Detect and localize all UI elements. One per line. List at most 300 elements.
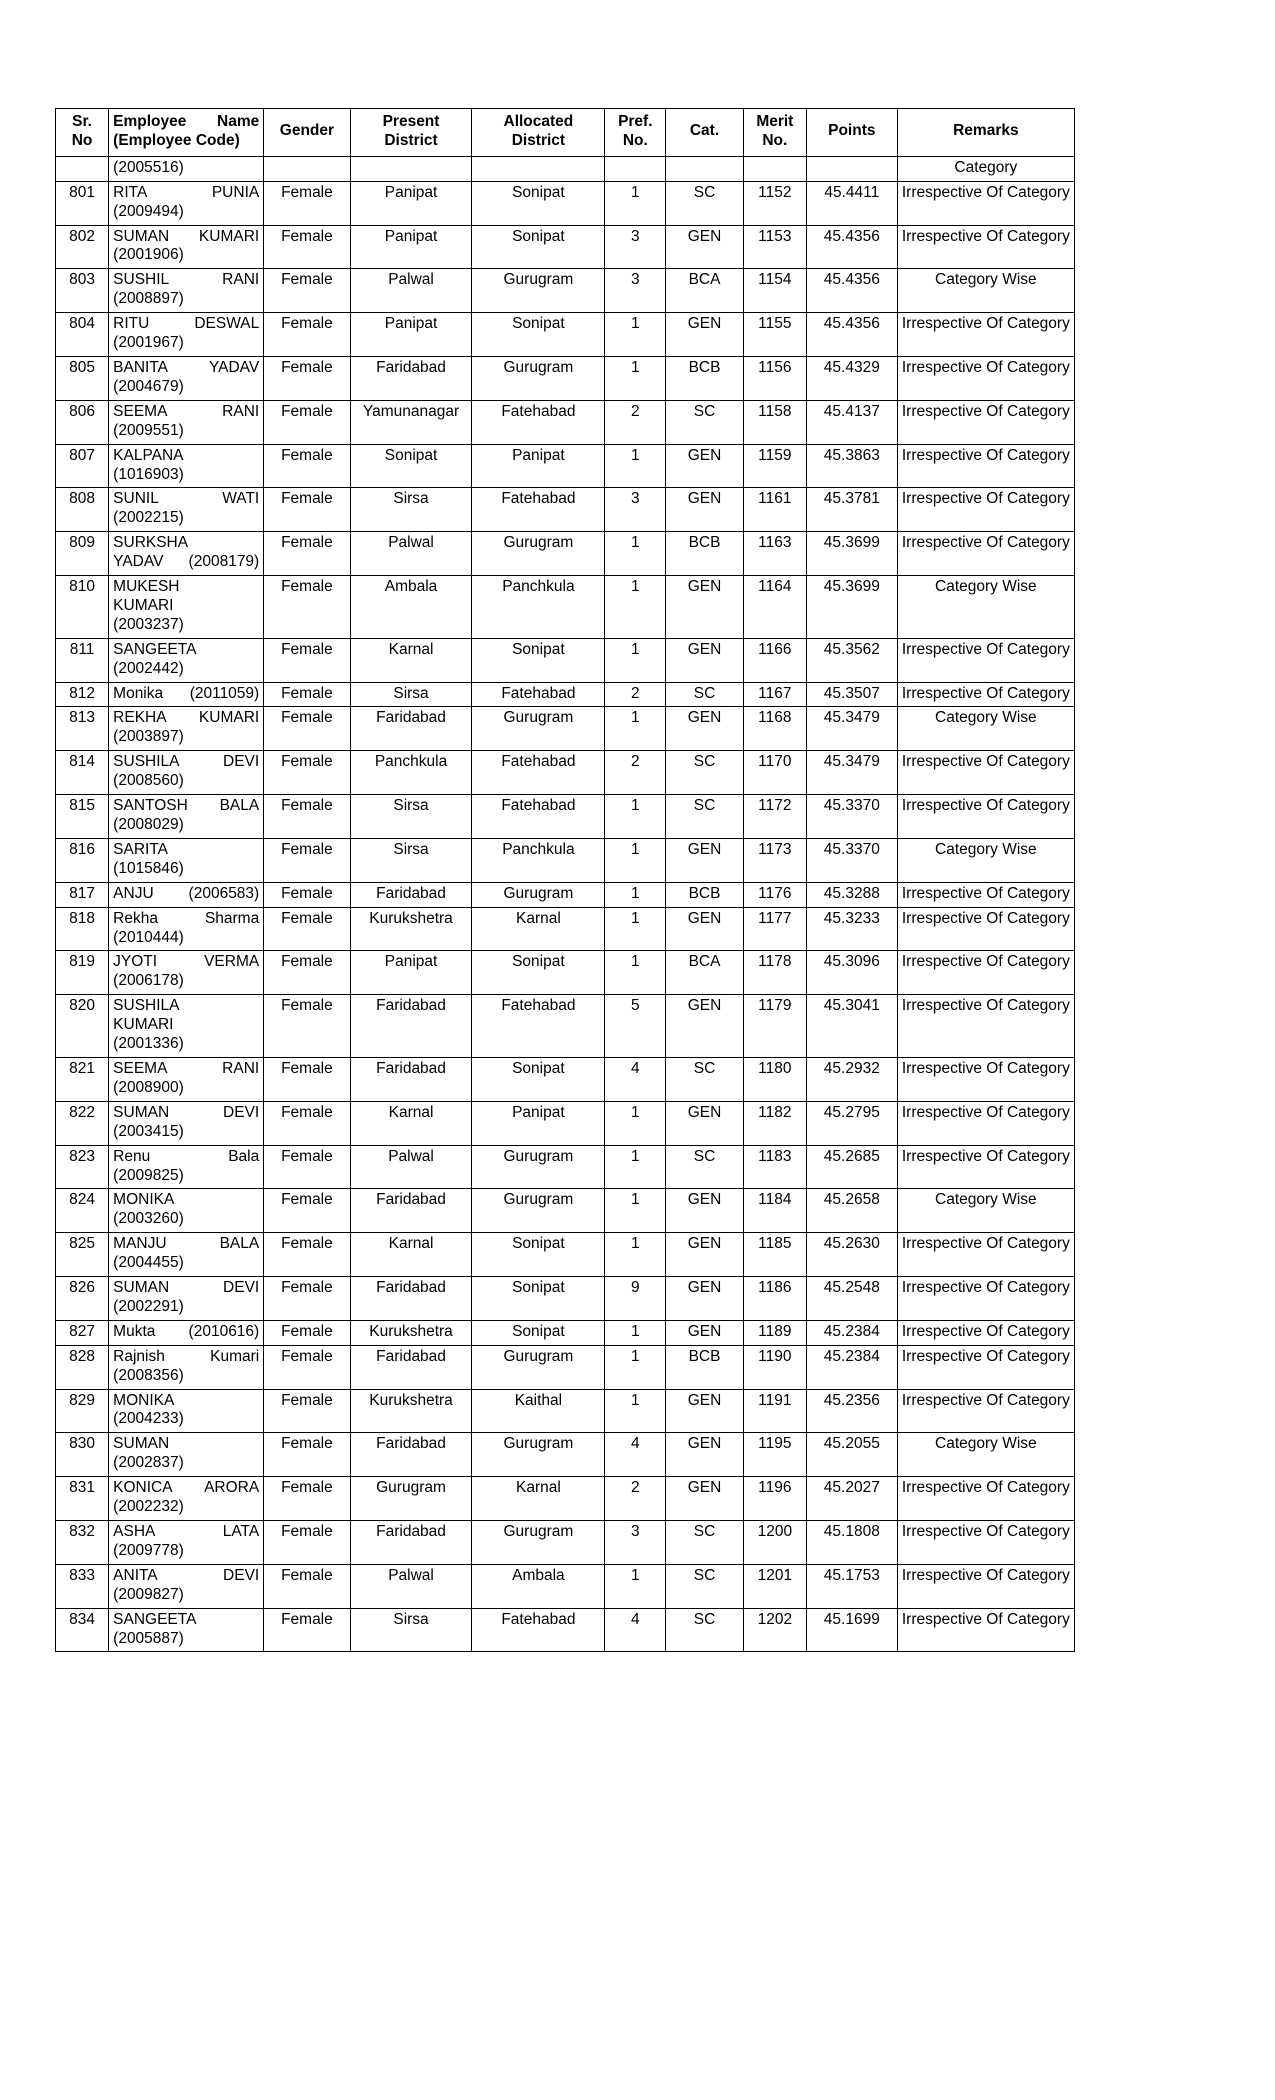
employee-name-line: MONIKA (113, 1391, 175, 1409)
cell-points: 45.2384 (806, 1345, 897, 1389)
employee-name-line: (2009551) (113, 421, 184, 439)
employee-name-line: KONICA ARORA (113, 1479, 260, 1497)
cell-category: BCB (666, 882, 744, 907)
employee-name-line: (2008029) (113, 816, 184, 833)
cell-pref-no: 1 (605, 181, 666, 225)
table-row (56, 638, 1075, 682)
cell-employee-name (109, 356, 264, 400)
header-line: Merit (756, 113, 794, 130)
column-header-present-district (350, 109, 472, 157)
cell-remarks: Irrespective Of Category (897, 400, 1074, 444)
cell-allocated-district: Sonipat (472, 1277, 605, 1321)
cell-merit-no: 1184 (743, 1189, 806, 1233)
cell-sr-no: 826 (56, 1277, 109, 1321)
employee-name-line: (2005887) (113, 1629, 184, 1647)
employee-name-line: Mukta (2010616) (113, 1322, 260, 1340)
cell-employee-name (109, 1608, 264, 1652)
cell-gender: Female (264, 907, 350, 951)
cell-merit-no: 1182 (743, 1101, 806, 1145)
cell-sr-no: 810 (56, 576, 109, 639)
table-row (56, 882, 1075, 907)
cell-remarks: Irrespective Of Category (897, 313, 1074, 357)
header-line: No (71, 131, 93, 149)
cell-category: GEN (666, 1233, 744, 1277)
header-line: District (384, 131, 438, 149)
cell-allocated-district: Fatehabad (472, 995, 605, 1058)
cell-sr-no: 811 (56, 638, 109, 682)
cell-gender: Female (264, 1564, 350, 1608)
cell-allocated-district: Sonipat (472, 951, 605, 995)
cell-employee-name (109, 795, 264, 839)
cell-merit-no: 1163 (743, 532, 806, 576)
cell-employee-name (109, 638, 264, 682)
employee-name-line: MANJU BALA (113, 1235, 260, 1253)
cell-category: GEN (666, 576, 744, 639)
table-row (56, 356, 1075, 400)
employee-name-line: KUMARI (113, 596, 174, 614)
cell-category: GEN (666, 313, 744, 357)
cell-allocated-district: Karnal (472, 1477, 605, 1521)
employee-name-line: (2001906) (113, 246, 184, 264)
cell-employee-name (109, 1057, 264, 1101)
table-row (56, 1345, 1075, 1389)
cell-allocated-district: Gurugram (472, 882, 605, 907)
cell-pref-no: 1 (605, 1320, 666, 1345)
cell-remarks: Irrespective Of Category (897, 907, 1074, 951)
cell-employee-name (109, 269, 264, 313)
cell-merit-no: 1177 (743, 907, 806, 951)
cell-category: SC (666, 400, 744, 444)
employee-name-line: (2002442) (113, 659, 184, 677)
cell-allocated-district: Kaithal (472, 1389, 605, 1433)
cell-pref-no: 1 (605, 532, 666, 576)
employee-name-line: SANGEETA (113, 1610, 197, 1628)
cell-remarks: Irrespective Of Category (897, 1057, 1074, 1101)
cell-employee-name (109, 1233, 264, 1277)
cell-employee-name (109, 751, 264, 795)
cell-pref-no (605, 156, 666, 181)
cell-category: GEN (666, 638, 744, 682)
cell-merit-no: 1158 (743, 400, 806, 444)
cell-gender: Female (264, 1057, 350, 1101)
cell-gender (264, 156, 350, 181)
cell-remarks: Irrespective Of Category (897, 951, 1074, 995)
cell-merit-no: 1179 (743, 995, 806, 1058)
cell-points: 45.3507 (806, 682, 897, 707)
cell-pref-no: 2 (605, 1477, 666, 1521)
cell-sr-no: 820 (56, 995, 109, 1058)
cell-points: 45.2630 (806, 1233, 897, 1277)
employee-name-line: Renu Bala (113, 1147, 260, 1165)
employee-name-line: (2003415) (113, 1122, 184, 1140)
table-row (56, 1145, 1075, 1189)
cell-sr-no: 801 (56, 181, 109, 225)
cell-pref-no: 1 (605, 1101, 666, 1145)
employee-name-line: (2008900) (113, 1078, 184, 1096)
cell-remarks: Irrespective Of Category (897, 1477, 1074, 1521)
cell-remarks: Irrespective Of Category (897, 1608, 1074, 1652)
cell-remarks: Irrespective Of Category (897, 882, 1074, 907)
cell-present-district: Palwal (350, 532, 472, 576)
cell-present-district (350, 156, 472, 181)
cell-allocated-district: Gurugram (472, 532, 605, 576)
table-row (56, 1057, 1075, 1101)
cell-category: GEN (666, 907, 744, 951)
cell-employee-name (109, 532, 264, 576)
header-line: District (511, 131, 566, 149)
cell-points: 45.3370 (806, 795, 897, 839)
cell-pref-no: 1 (605, 1389, 666, 1433)
cell-present-district: Palwal (350, 269, 472, 313)
cell-allocated-district: Fatehabad (472, 682, 605, 707)
cell-pref-no: 3 (605, 225, 666, 269)
cell-gender: Female (264, 682, 350, 707)
cell-points: 45.3781 (806, 488, 897, 532)
cell-category: GEN (666, 1277, 744, 1321)
cell-merit-no: 1153 (743, 225, 806, 269)
cell-category: SC (666, 1057, 744, 1101)
cell-pref-no: 1 (605, 882, 666, 907)
employee-name-line: (1015846) (113, 859, 184, 877)
cell-gender: Female (264, 1277, 350, 1321)
cell-sr-no: 802 (56, 225, 109, 269)
cell-gender: Female (264, 444, 350, 488)
cell-merit-no: 1159 (743, 444, 806, 488)
cell-points: 45.1753 (806, 1564, 897, 1608)
table-header-row (56, 109, 1075, 157)
table-row (56, 225, 1075, 269)
cell-merit-no: 1186 (743, 1277, 806, 1321)
cell-present-district: Faridabad (350, 356, 472, 400)
cell-category: GEN (666, 225, 744, 269)
cell-allocated-district: Gurugram (472, 1345, 605, 1389)
cell-points: 45.3041 (806, 995, 897, 1058)
employee-name-line: (2004455) (113, 1254, 184, 1272)
employee-name-line: SUMAN KUMARI (113, 227, 260, 245)
cell-employee-name (109, 1101, 264, 1145)
table-row (56, 682, 1075, 707)
cell-points: 45.3479 (806, 707, 897, 751)
table-row (56, 1521, 1075, 1565)
employee-name-line: (2002291) (113, 1297, 184, 1315)
cell-pref-no: 1 (605, 1564, 666, 1608)
cell-present-district: Yamunanagar (350, 400, 472, 444)
cell-present-district: Panipat (350, 313, 472, 357)
employee-name-line: (2008897) (113, 290, 184, 308)
cell-present-district: Karnal (350, 1233, 472, 1277)
cell-category: BCA (666, 269, 744, 313)
cell-employee-name (109, 1477, 264, 1521)
cell-merit-no: 1161 (743, 488, 806, 532)
cell-allocated-district: Sonipat (472, 638, 605, 682)
cell-employee-name (109, 838, 264, 882)
cell-pref-no: 1 (605, 638, 666, 682)
cell-remarks: Irrespective Of Category (897, 1277, 1074, 1321)
cell-gender: Female (264, 1433, 350, 1477)
cell-category: GEN (666, 1189, 744, 1233)
employee-name-line: SURKSHA (113, 534, 189, 552)
cell-sr-no: 833 (56, 1564, 109, 1608)
cell-points: 45.4356 (806, 225, 897, 269)
cell-points: 45.4329 (806, 356, 897, 400)
cell-merit-no: 1164 (743, 576, 806, 639)
employee-name-line: RITU DESWAL (113, 315, 260, 333)
cell-present-district: Faridabad (350, 882, 472, 907)
cell-pref-no: 2 (605, 751, 666, 795)
employee-name-line: SUSHIL RANI (113, 271, 260, 289)
cell-sr-no: 829 (56, 1389, 109, 1433)
cell-points: 45.1808 (806, 1521, 897, 1565)
cell-category: SC (666, 181, 744, 225)
employee-name-line: (2004233) (113, 1410, 184, 1428)
cell-sr-no: 813 (56, 707, 109, 751)
cell-merit-no: 1152 (743, 181, 806, 225)
cell-present-district: Panipat (350, 181, 472, 225)
column-header-pref-no (605, 109, 666, 157)
cell-pref-no: 1 (605, 356, 666, 400)
cell-category: GEN (666, 838, 744, 882)
employee-name-line: SANTOSH BALA (113, 797, 260, 815)
cell-allocated-district: Sonipat (472, 181, 605, 225)
cell-category: SC (666, 1521, 744, 1565)
cell-pref-no: 2 (605, 682, 666, 707)
table-row (56, 313, 1075, 357)
employee-name-line: ASHA LATA (113, 1523, 260, 1540)
cell-present-district: Faridabad (350, 1277, 472, 1321)
cell-employee-name (109, 1433, 264, 1477)
cell-employee-name (109, 907, 264, 951)
table-row-continuation (56, 156, 1075, 181)
cell-present-district: Sonipat (350, 444, 472, 488)
employee-name-line: (2009827) (113, 1585, 184, 1603)
header-line: Cat. (689, 122, 720, 140)
header-line: Remarks (953, 122, 1019, 140)
table-row (56, 751, 1075, 795)
employee-name-line: (2003237) (113, 615, 184, 633)
cell-present-district: Kurukshetra (350, 1320, 472, 1345)
cell-present-district: Panipat (350, 225, 472, 269)
cell-employee-name (109, 951, 264, 995)
cell-category: SC (666, 1608, 744, 1652)
cell-employee-name (109, 400, 264, 444)
cell-pref-no: 1 (605, 1233, 666, 1277)
header-line: Points (828, 122, 876, 140)
cell-merit-no: 1176 (743, 882, 806, 907)
cell-allocated-district: Gurugram (472, 1521, 605, 1565)
cell-employee-name (109, 576, 264, 639)
cell-present-district: Ambala (350, 576, 472, 639)
cell-pref-no: 3 (605, 488, 666, 532)
cell-present-district: Palwal (350, 1145, 472, 1189)
cell-gender: Female (264, 181, 350, 225)
cell-merit-no: 1170 (743, 751, 806, 795)
cell-allocated-district: Gurugram (472, 1433, 605, 1477)
employee-name-line: (2009778) (113, 1541, 184, 1559)
cell-employee-name (109, 1277, 264, 1321)
cell-pref-no: 1 (605, 1145, 666, 1189)
cell-gender: Female (264, 269, 350, 313)
table-row (56, 1433, 1075, 1477)
cell-gender: Female (264, 1101, 350, 1145)
cell-sr-no: 816 (56, 838, 109, 882)
cell-sr-no: 831 (56, 1477, 109, 1521)
cell-sr-no: 830 (56, 1433, 109, 1477)
cell-merit-no: 1191 (743, 1389, 806, 1433)
cell-points: 45.3370 (806, 838, 897, 882)
cell-points: 45.2932 (806, 1057, 897, 1101)
cell-pref-no: 1 (605, 444, 666, 488)
cell-pref-no: 1 (605, 951, 666, 995)
employee-name-line: Rekha Sharma (113, 909, 260, 927)
cell-gender: Female (264, 995, 350, 1058)
cell-merit-no: 1190 (743, 1345, 806, 1389)
cell-present-district: Sirsa (350, 488, 472, 532)
cell-points: 45.2356 (806, 1389, 897, 1433)
cell-pref-no: 5 (605, 995, 666, 1058)
table-row (56, 995, 1075, 1058)
cell-allocated-district: Fatehabad (472, 1608, 605, 1652)
header-line: Allocated (503, 113, 574, 130)
cell-present-district: Sirsa (350, 682, 472, 707)
employee-name-line: SUMAN DEVI (113, 1103, 260, 1121)
cell-merit-no: 1167 (743, 682, 806, 707)
cell-merit-no: 1166 (743, 638, 806, 682)
cell-remarks: Category Wise (897, 838, 1074, 882)
table-row (56, 1101, 1075, 1145)
table-row (56, 838, 1075, 882)
employee-name-line: (2009494) (113, 202, 184, 220)
cell-remarks: Irrespective Of Category (897, 488, 1074, 532)
cell-present-district: Faridabad (350, 1189, 472, 1233)
cell-employee-name (109, 1145, 264, 1189)
cell-allocated-district: Sonipat (472, 1057, 605, 1101)
cell-employee-name (109, 488, 264, 532)
employee-name-line: (2001967) (113, 334, 184, 352)
cell-sr-no: 823 (56, 1145, 109, 1189)
cell-merit-no: 1180 (743, 1057, 806, 1101)
cell-gender: Female (264, 838, 350, 882)
column-header-gender (264, 109, 350, 157)
cell-pref-no: 1 (605, 1189, 666, 1233)
cell-sr-no: 828 (56, 1345, 109, 1389)
employee-name-line: REKHA KUMARI (113, 709, 260, 727)
cell-present-district: Faridabad (350, 707, 472, 751)
cell-employee-name (109, 181, 264, 225)
cell-sr-no: 809 (56, 532, 109, 576)
cell-category: BCA (666, 951, 744, 995)
cell-category: SC (666, 682, 744, 707)
cell-sr-no: 815 (56, 795, 109, 839)
table-row (56, 1477, 1075, 1521)
cell-present-district: Karnal (350, 1101, 472, 1145)
cell-allocated-district: Panchkula (472, 576, 605, 639)
employee-name-line: (2001336) (113, 1035, 184, 1053)
cell-points: 45.1699 (806, 1608, 897, 1652)
cell-remarks: Irrespective Of Category (897, 1101, 1074, 1145)
cell-remarks: Irrespective Of Category (897, 181, 1074, 225)
cell-sr-no: 834 (56, 1608, 109, 1652)
cell-points: 45.3699 (806, 532, 897, 576)
cell-gender: Female (264, 1189, 350, 1233)
employee-name-line: (2008560) (113, 772, 184, 790)
cell-points: 45.3233 (806, 907, 897, 951)
column-header-points (806, 109, 897, 157)
table-row (56, 1608, 1075, 1652)
employee-name-line: MUKESH (113, 578, 180, 596)
employee-name-line: SEEMA RANI (113, 402, 260, 420)
cell-gender: Female (264, 882, 350, 907)
cell-gender: Female (264, 1389, 350, 1433)
cell-pref-no: 1 (605, 1345, 666, 1389)
cell-allocated-district: Panipat (472, 1101, 605, 1145)
cell-employee-name (109, 1320, 264, 1345)
cell-sr-no: 819 (56, 951, 109, 995)
cell-sr-no: 824 (56, 1189, 109, 1233)
table-body (56, 156, 1075, 1652)
cell-present-district: Faridabad (350, 1057, 472, 1101)
employee-name-line: MONIKA (113, 1191, 175, 1209)
cell-allocated-district: Ambala (472, 1564, 605, 1608)
cell-merit-no: 1202 (743, 1608, 806, 1652)
table-row (56, 1320, 1075, 1345)
cell-employee-name (109, 444, 264, 488)
cell-gender: Female (264, 1345, 350, 1389)
column-header-category (666, 109, 744, 157)
cell-gender: Female (264, 951, 350, 995)
cell-sr-no (56, 156, 109, 181)
cell-present-district: Faridabad (350, 1433, 472, 1477)
cell-points: 45.2548 (806, 1277, 897, 1321)
cell-pref-no: 4 (605, 1433, 666, 1477)
employee-name-line: (2003897) (113, 728, 184, 746)
cell-allocated-district: Panipat (472, 444, 605, 488)
table-row (56, 707, 1075, 751)
cell-points: 45.4411 (806, 181, 897, 225)
cell-allocated-district: Fatehabad (472, 400, 605, 444)
cell-employee-name (109, 707, 264, 751)
employee-name-line: SUSHILA (113, 997, 180, 1015)
cell-allocated-district: Karnal (472, 907, 605, 951)
cell-gender: Female (264, 1608, 350, 1652)
header-line: Sr. (72, 113, 92, 130)
cell-present-district: Palwal (350, 1564, 472, 1608)
cell-remarks: Irrespective Of Category (897, 1320, 1074, 1345)
cell-points: 45.4137 (806, 400, 897, 444)
cell-remarks: Irrespective Of Category (897, 1345, 1074, 1389)
employee-name-line: (2004679) (113, 377, 184, 395)
cell-remarks: Irrespective Of Category (897, 1521, 1074, 1565)
cell-sr-no: 803 (56, 269, 109, 313)
cell-present-district: Sirsa (350, 838, 472, 882)
cell-sr-no: 805 (56, 356, 109, 400)
cell-employee-name (109, 995, 264, 1058)
cell-merit-no: 1185 (743, 1233, 806, 1277)
cell-category: BCB (666, 532, 744, 576)
cell-allocated-district: Gurugram (472, 269, 605, 313)
column-header-sr-no (56, 109, 109, 157)
cell-points: 45.2055 (806, 1433, 897, 1477)
cell-gender: Female (264, 1233, 350, 1277)
cell-present-district: Sirsa (350, 1608, 472, 1652)
cell-remarks: Category Wise (897, 269, 1074, 313)
table-row (56, 1389, 1075, 1433)
cell-category: SC (666, 795, 744, 839)
cell-present-district: Gurugram (350, 1477, 472, 1521)
column-header-remarks (897, 109, 1074, 157)
cell-employee-name (109, 1345, 264, 1389)
cell-remarks: Irrespective Of Category (897, 1389, 1074, 1433)
cell-pref-no: 1 (605, 795, 666, 839)
